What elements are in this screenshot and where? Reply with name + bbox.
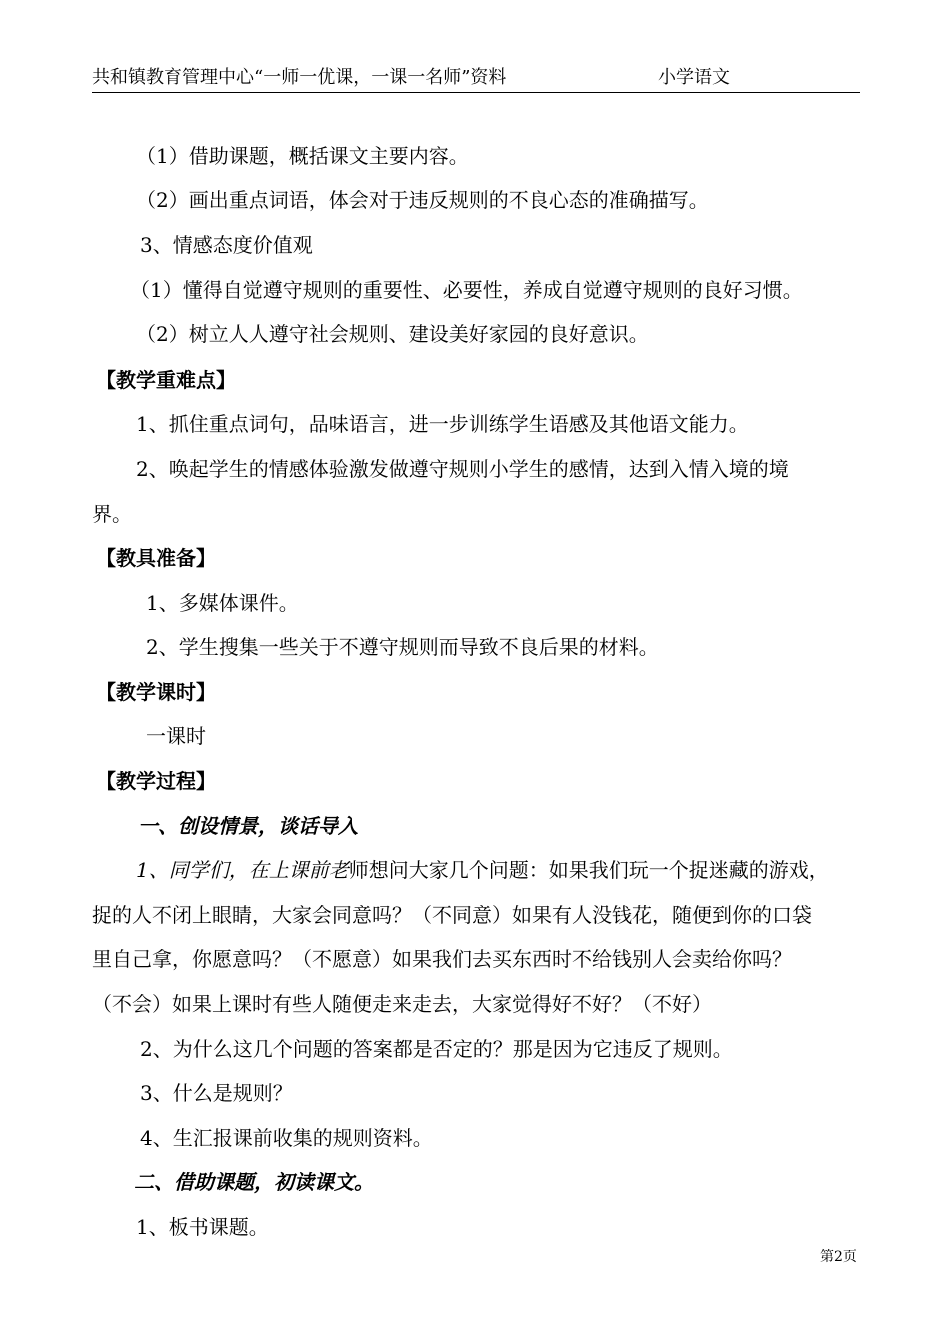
paragraph-material-2: 2、学生搜集一些关于不遵守规则而导致不良后果的材料。 <box>146 635 659 659</box>
paragraph-objective-2: （2）画出重点词语，体会对于违反规则的不良心态的准确描写。 <box>136 188 709 212</box>
paragraph-attitude-2: （2）树立人人遵守社会规则、建设美好家园的良好意识。 <box>136 322 649 346</box>
paragraph-question-4: 4、生汇报课前收集的规则资料。 <box>140 1126 433 1150</box>
paragraph-key-point-2: 2、唤起学生的情感体验激发做遵守规则小学生的感情，达到入情入境的境 <box>136 457 789 481</box>
page-number: 第2页 <box>820 1249 857 1265</box>
section-title-materials: 【教具准备】 <box>96 546 216 570</box>
paragraph-objective-1: （1）借助课题，概括课文主要内容。 <box>136 144 469 168</box>
page-header <box>92 66 860 93</box>
paragraph-key-point-1: 1、抓住重点词句，品味语言，进一步训练学生语感及其他语文能力。 <box>136 412 749 436</box>
paragraph-key-point-2-cont: 界。 <box>92 502 132 526</box>
section-title-periods: 【教学课时】 <box>96 680 216 704</box>
paragraph-question-1-line-4: （不会）如果上课时有些人随便走来走去，大家觉得好不好？（不好） <box>92 992 712 1016</box>
header-subject: 小学语文 <box>658 67 730 88</box>
header-title: 共和镇教育管理中心“一师一优课，一课一名师”资料 <box>92 67 507 88</box>
subheading-step-2: 二、借助课题，初读课文。 <box>134 1170 374 1194</box>
paragraph-question-2: 2、为什么这几个问题的答案都是否定的？那是因为它违反了规则。 <box>140 1037 733 1061</box>
paragraph-material-1: 1、多媒体课件。 <box>146 591 299 615</box>
subheading-step-1: 一、创设情景，谈话导入 <box>138 814 358 838</box>
paragraph-periods: 一课时 <box>146 724 206 748</box>
paragraph-question-1-line-3: 里自己拿，你愿意吗？（不愿意）如果我们去买东西时不给钱别人会卖给你吗？ <box>92 947 792 971</box>
question-1-rest: 师想问大家几个问题：如果我们玩一个捉迷藏的游戏， <box>348 858 829 882</box>
paragraph-question-1 <box>136 857 914 883</box>
paragraph-step-2-1: 1、板书课题。 <box>136 1215 269 1239</box>
question-1-italic-part: 1、同学们，在上课前老 <box>136 858 349 882</box>
section-title-process: 【教学过程】 <box>96 769 216 793</box>
paragraph-question-3: 3、什么是规则？ <box>140 1081 293 1105</box>
paragraph-attitude-1: （1）懂得自觉遵守规则的重要性、必要性，养成自觉遵守规则的良好习惯。 <box>130 278 803 302</box>
paragraph-attitude-heading: 3、情感态度价值观 <box>140 233 313 257</box>
paragraph-question-1-line-2: 捉的人不闭上眼睛，大家会同意吗？（不同意）如果有人没钱花，随便到你的口袋 <box>92 903 812 927</box>
section-title-key-points: 【教学重难点】 <box>96 368 236 392</box>
